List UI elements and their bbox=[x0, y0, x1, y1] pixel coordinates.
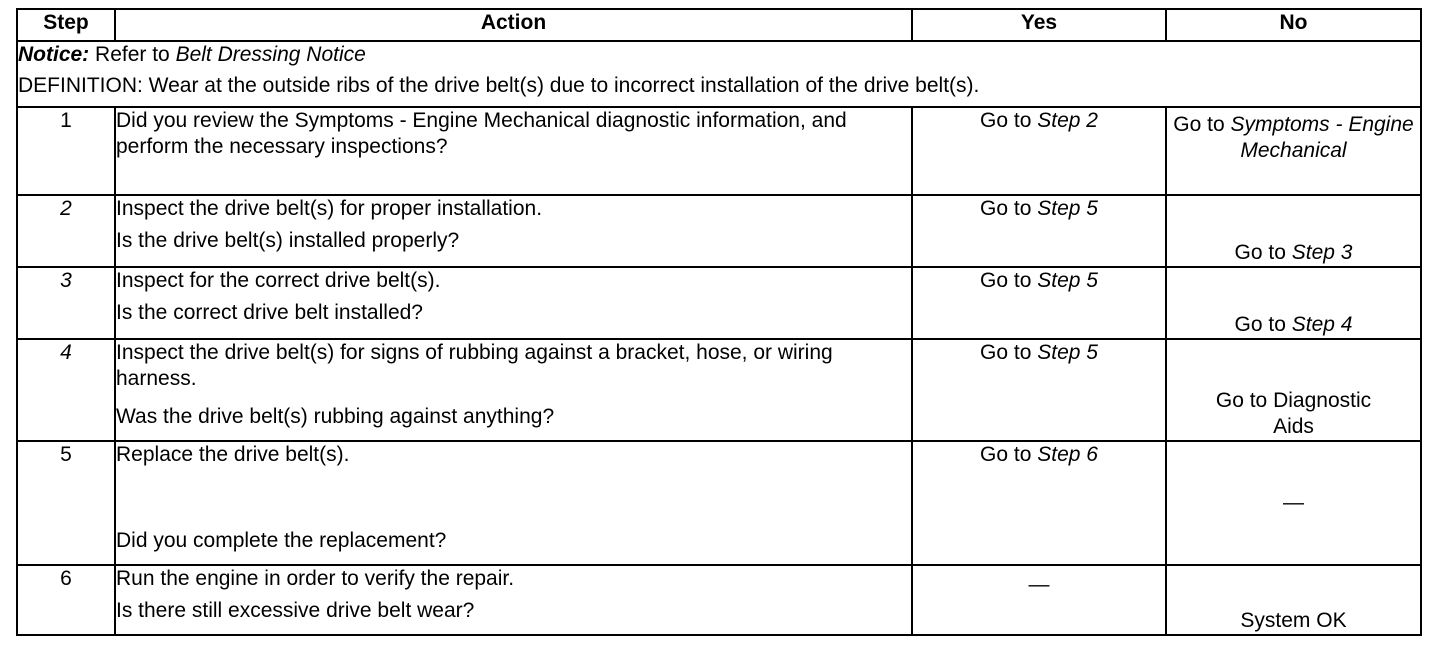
diagnostic-table bbox=[16, 8, 1422, 636]
yes-ref: Step 5 bbox=[1037, 341, 1098, 364]
step-number: 3 bbox=[17, 267, 115, 339]
yes-cell: — bbox=[912, 565, 1166, 635]
step-number: 2 bbox=[17, 195, 115, 267]
no-ref: Step 3 bbox=[1291, 241, 1353, 264]
step-number: 6 bbox=[17, 565, 115, 635]
action-text: Inspect for the correct drive belt(s). bbox=[116, 269, 441, 292]
yes-prefix: Go to bbox=[980, 109, 1038, 132]
no-cell: — bbox=[1166, 441, 1421, 565]
no-prefix: Go to bbox=[1173, 113, 1231, 136]
action-cell bbox=[115, 195, 912, 267]
yes-prefix: Go to bbox=[980, 269, 1038, 292]
step-number: 1 bbox=[17, 107, 115, 195]
action-question: Was the drive belt(s) rubbing against anything? bbox=[116, 405, 555, 428]
action-cell bbox=[115, 441, 912, 565]
no-prefix: Go to bbox=[1234, 241, 1292, 264]
action-question: Is the drive belt(s) installed properly? bbox=[116, 229, 460, 252]
action-text: Replace the drive belt(s). bbox=[116, 443, 350, 466]
action-cell bbox=[115, 107, 912, 195]
yes-cell bbox=[912, 267, 1166, 339]
no-cell: System OK bbox=[1166, 565, 1421, 635]
header-no: No bbox=[1166, 9, 1421, 41]
yes-cell bbox=[912, 195, 1166, 267]
table-row bbox=[17, 339, 1421, 441]
notice-label: Notice: bbox=[18, 43, 90, 66]
header-action: Action bbox=[115, 9, 912, 41]
yes-prefix: Go to bbox=[980, 341, 1038, 364]
yes-prefix: Go to bbox=[980, 443, 1038, 466]
preamble-cell bbox=[17, 41, 1421, 107]
no-cell bbox=[1166, 195, 1421, 267]
no-ref: Symptoms - Engine Mechanical bbox=[1230, 113, 1414, 162]
table-row bbox=[17, 267, 1421, 339]
yes-ref: Step 5 bbox=[1037, 197, 1098, 220]
action-question: Is there still excessive drive belt wear? bbox=[116, 599, 475, 622]
no-prefix: Go to bbox=[1234, 313, 1292, 336]
header-yes: Yes bbox=[912, 9, 1166, 41]
yes-cell bbox=[912, 441, 1166, 565]
action-text: Inspect the drive belt(s) for proper installation. bbox=[116, 197, 543, 220]
notice-line bbox=[18, 42, 1420, 73]
no-cell bbox=[1166, 107, 1421, 195]
action-question: Is the correct drive belt installed? bbox=[116, 301, 423, 324]
no-ref: Step 4 bbox=[1291, 313, 1353, 336]
yes-prefix: Go to bbox=[980, 197, 1038, 220]
action-text: Did you review the Symptoms - Engine Mechanical diagnostic information, and perform the necessary inspections? bbox=[116, 109, 847, 158]
definition-line: DEFINITION: Wear at the outside ribs of the drive belt(s) due to incorrect installation of the drive belt(s). bbox=[18, 74, 980, 97]
notice-text: Refer to bbox=[89, 43, 176, 66]
action-text: Inspect the drive belt(s) for signs of rubbing against a bracket, hose, or wiring harness. bbox=[116, 341, 833, 390]
yes-cell bbox=[912, 107, 1166, 195]
action-text: Run the engine in order to verify the repair. bbox=[116, 567, 515, 590]
action-cell bbox=[115, 565, 912, 635]
no-cell: Go to Diagnostic Aids bbox=[1166, 339, 1421, 441]
table-row bbox=[17, 195, 1421, 267]
no-cell bbox=[1166, 267, 1421, 339]
action-cell bbox=[115, 267, 912, 339]
yes-ref: Step 2 bbox=[1037, 109, 1098, 132]
yes-ref: Step 5 bbox=[1037, 269, 1098, 292]
table-row bbox=[17, 107, 1421, 195]
table-row bbox=[17, 565, 1421, 635]
preamble-row bbox=[17, 41, 1421, 107]
table-row bbox=[17, 441, 1421, 565]
header-row bbox=[17, 9, 1421, 41]
yes-ref: Step 6 bbox=[1037, 443, 1098, 466]
header-step: Step bbox=[17, 9, 115, 41]
notice-ref: Belt Dressing Notice bbox=[175, 43, 366, 66]
step-number: 4 bbox=[17, 339, 115, 441]
action-question: Did you complete the replacement? bbox=[116, 529, 447, 552]
yes-cell bbox=[912, 339, 1166, 441]
action-cell bbox=[115, 339, 912, 441]
step-number: 5 bbox=[17, 441, 115, 565]
